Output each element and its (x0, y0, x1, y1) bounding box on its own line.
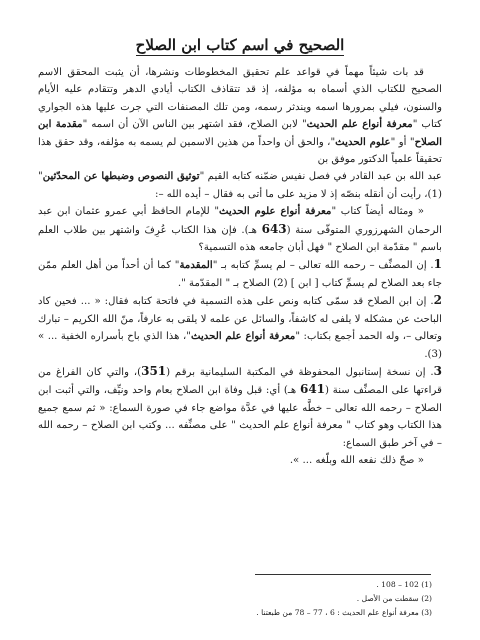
paragraph-p7 (38, 452, 442, 469)
footnotes (256, 578, 432, 620)
text-run: " أو " (390, 136, 415, 148)
text-run: )، والتي كان الفراغ من قراءتها على المصنِّف سنة ( (38, 366, 442, 397)
footnote-3: (3) معرفة أنواع علم الحديث : 6 ، 77 – 78 من طبعتنا . (256, 608, 432, 617)
text-run: قد بات شيئاً مهماً في قواعد علم تحقيق المخطوطات ونشرها، أن يثبت المحقق الاسم الصحيح للكتاب الذي أسماه به مؤلفه، إذ قد تتقاذف الكتاب أيادي الدهر وتتقادم عليه الأيام والسنون، فيلي بمرورها اسمه ويندثر رسمه، ومن تلك المصنفات التي جرت عليها هذه الجواري كتاب " (38, 67, 442, 131)
footnote-2: (2) سقطت من الأصل . (356, 594, 432, 603)
text-run: . إن المصنِّف – رحمه الله تعالى – لم يسمِّ كتابه بـ " (212, 260, 434, 272)
text-run: "، والحق أن واحداً من هذين الاسمين لم يسمه به مؤلفه، وقد حقق هذا تحقيقاً علمياً الدكتور موفق بن (38, 136, 442, 166)
bold-phrase: توثيق النصوص وضبطها عن المحدّثين (42, 170, 200, 183)
bold-phrase: علوم الحديث (335, 135, 391, 148)
footnote-separator (255, 574, 431, 575)
number: 643 (261, 221, 287, 236)
number: 3 (433, 363, 442, 378)
paragraph-p4 (38, 256, 442, 292)
text-run: " لابن الصلاح، فقد اشتهر بين الناس الآن أن اسمه " (82, 119, 307, 131)
text-run: " (1)، رأيت أن أنقله بنصّه إذ لا مزيد على ما أتى به فقال – أيده الله –: (38, 171, 442, 200)
text-run: " كما أن أحداً من أهل العلم ممّن جاء بعد الصلاح لم يسمِّ كتاب [ ابن ] (2) الصلاح بـ " المقدّمة ". (38, 260, 442, 289)
bold-phrase: معرفة أنواع علم الحديث (190, 330, 296, 343)
bold-phrase: معرفة أنواع علم الحديث (306, 118, 413, 131)
number: 2 (433, 293, 442, 308)
text-run: عبد الله بن عبد القادر في فصل نفيس ضمّنه كتابه القيم " (199, 171, 442, 183)
text-run: "، هذا الذي باح بأسراره الخفية ... » (3). (38, 331, 442, 360)
paragraph-p2 (38, 168, 442, 203)
text-run: هـ). فإن هذا الكتاب عُرِفَ واشتهر بين طلاب العلم باسم " مقدّمة ابن الصلاح " فهل أبان جامعه هذه التسمية؟ (38, 224, 442, 254)
text-run: « صحّ ذلك نفعه الله وبلّغه ... ». (289, 454, 424, 466)
paragraph-p5 (38, 292, 442, 363)
body-text (38, 64, 442, 469)
paragraph-p3 (38, 203, 442, 256)
text-run: . إن نسخة إستانبول المحفوظة في المكتبة السليمانية برقم ( (166, 366, 434, 378)
bold-phrase: معرفة أنواع علوم الحديث (219, 205, 332, 218)
page-title-text: الصحيح في اسم كتاب ابن الصلاح (135, 36, 345, 54)
bold-phrase: مقدمة ابن الصلاح (38, 118, 442, 148)
paragraph-p1 (38, 64, 442, 168)
paragraph-p6 (38, 363, 442, 452)
bold-phrase: المقدمة (179, 259, 213, 272)
text-run: « ومثاله أيضاً كتاب " (331, 206, 424, 218)
number: 351 (141, 363, 167, 378)
page-title (38, 36, 442, 54)
text-run: " للإمام الحافظ أبي عمرو عثمان ابن عبد الرحمان الشهرزوري المتوفّى سنة ( (38, 206, 442, 236)
number: 1 (433, 257, 442, 272)
text-run: هـ) أي: قبل وفاة ابن الصلاح بعام واحد ونيِّف، والتي أثبت ابن الصلاح – رحمه الله تعالى – خطَّه عليها في عدَّة مواضع جاء في صورة السماع: « ثم سمع جميع هذا الكتاب وهو كتاب " معرفة أنواع علم الحديث " على مصنِّفه ... وكتب ابن الصلاح – رحمه الله – في آخر طبق السماع: (38, 385, 442, 449)
footnote-1: (1) 102 – 108 . (376, 580, 432, 589)
number: 641 (299, 382, 326, 397)
text-run: . إن ابن الصلاح قد سمّى كتابه ونص على هذه التسمية في فاتحة كتابه فقال: « ... فحين كاد الباحث عن مشكله لا يلفى له كاشفاً، والسائل عن علمه لا يلقى به عارفاً، منّ الله الكريم – تبارك وتعالى –، وله الحمد أجمع بكتاب: " (38, 296, 443, 343)
